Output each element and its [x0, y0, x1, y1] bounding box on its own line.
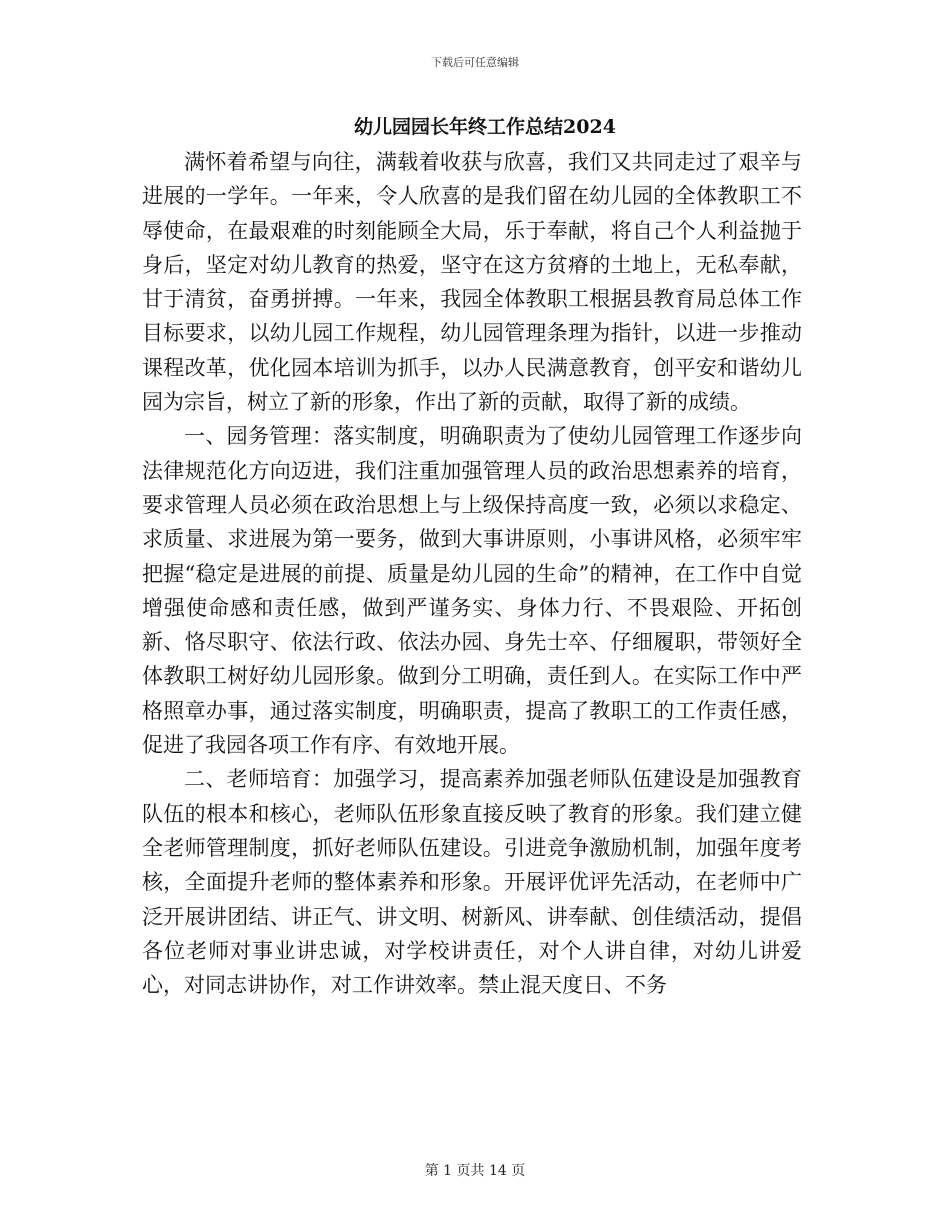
document-body [142, 145, 802, 1002]
paragraph-intro: 满怀着希望与向往，满载着收获与欣喜，我们又共同走过了艰辛与进展的一学年。一年来，令人欣喜的是我们留在幼儿园的全体教职工不辱使命，在最艰难的时刻能顾全大局，乐于奉献，将自己个人利益抛于身后，坚定对幼儿教育的热爱，坚守在这方贫瘠的土地上，无私奉献，甘于清贫，奋勇拼搏。一年来，我园全体教职工根据县教育局总体工作目标要求，以幼儿园工作规程，幼儿园管理条理为指针，以进一步推动课程改革，优化园本培训为抓手，以办人民满意教育，创平安和谐幼儿园为宗旨，树立了新的形象，作出了新的贡献，取得了新的成绩。 [142, 150, 802, 415]
paragraph-section-1: 一、园务管理：落实制度，明确职责为了使幼儿园管理工作逐步向法律规范化方向迈进，我们注重加强管理人员的政治思想素养的培育，要求管理人员必须在政治思想上与上级保持高度一致，必须以求稳定、求质量、求进展为第一要务，做到大事讲原则，小事讲风格，必须牢牢把握“稳定是进展的前提、质量是幼儿园的生命”的精神，在工作中自觉增强使命感和责任感，做到严谨务实、身体力行、不畏艰险、开拓创新、恪尽职守、依法行政、依法办园、身先士卒、仔细履职，带领好全体教职工树好幼儿园形象。做到分工明确，责任到人。在实际工作中严格照章办事，通过落实制度，明确职责，提高了教职工的工作责任感，促进了我园各项工作有序、有效地开展。 [142, 424, 802, 758]
page-number: 第 1 页共 14 页 [424, 1163, 526, 1179]
page-title: 幼儿园园长年终工作总结2024 [354, 116, 616, 138]
header-note: 下载后可任意编辑 [431, 56, 519, 69]
paragraph-section-2: 二、老师培育：加强学习，提高素养加强老师队伍建设是加强教育队伍的根本和核心，老师队伍形象直接反映了教育的形象。我们建立健全老师管理制度，抓好老师队伍建设。引进竞争激励机制，加强年度考核，全面提升老师的整体素养和形象。开展评优评先活动，在老师中广泛开展讲团结、讲正气、讲文明、树新风、讲奉献、创佳绩活动，提倡各位老师对事业讲忠诚，对学校讲责任，对个人讲自律，对幼儿讲爱心，对同志讲协作，对工作讲效率。禁止混天度日、不务 [142, 767, 802, 998]
